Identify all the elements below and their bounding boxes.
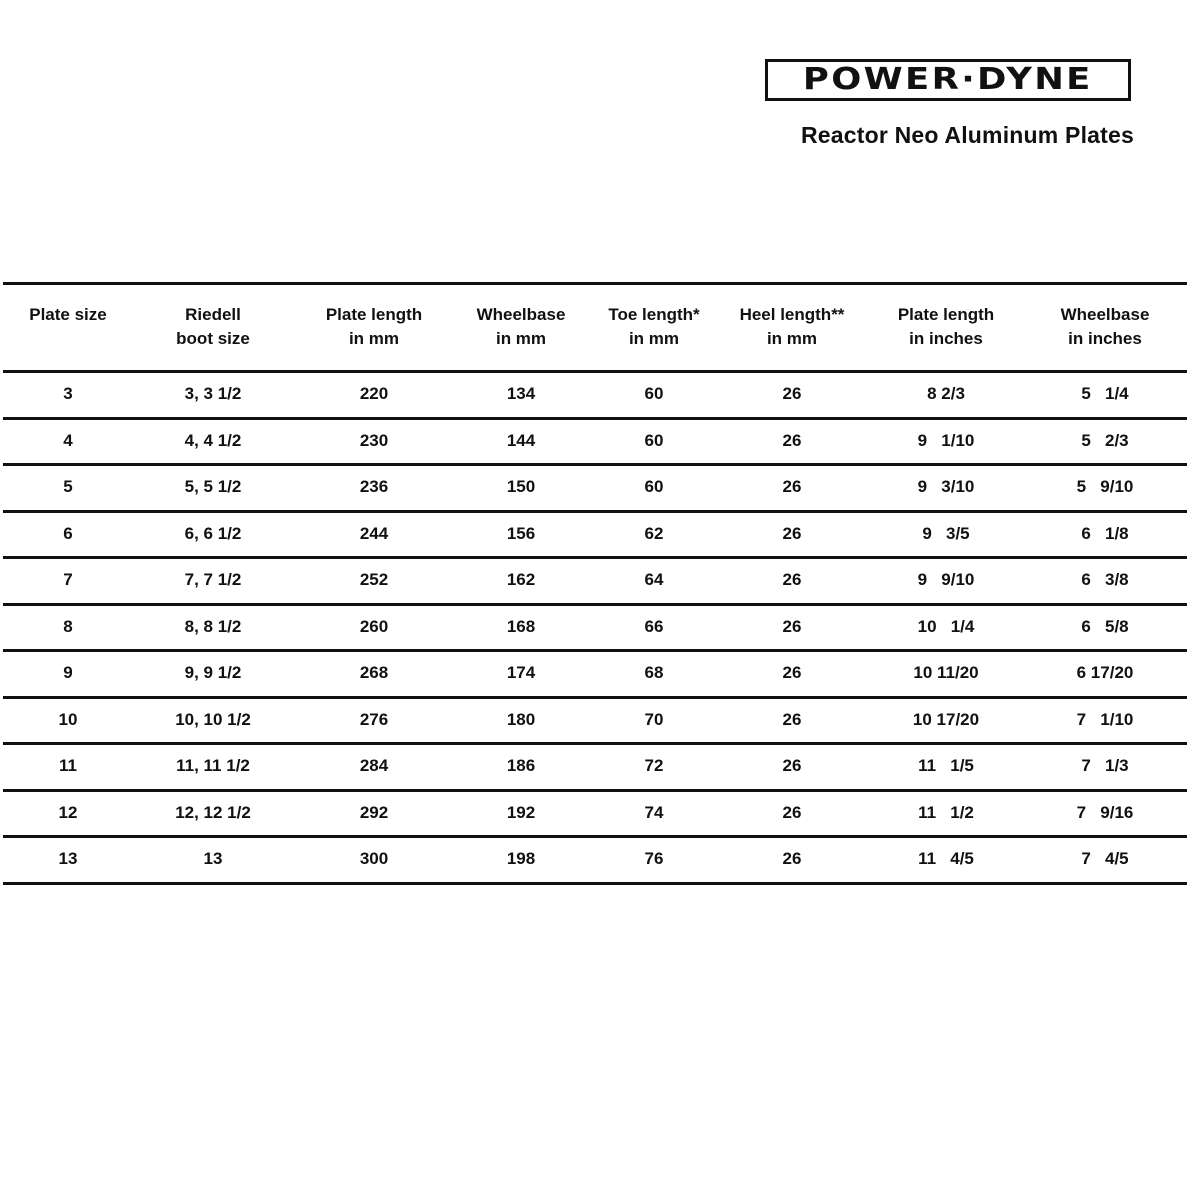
cell-heel-length-mm: 26 bbox=[782, 384, 802, 403]
cell-wheelbase-inches: 6 17/20 bbox=[1076, 663, 1134, 682]
cell-wheelbase-mm: 198 bbox=[506, 849, 536, 868]
cell-toe-length-mm: 76 bbox=[644, 849, 664, 868]
column-header-line2: in mm bbox=[766, 329, 818, 348]
cell-wheelbase-mm: 150 bbox=[506, 477, 536, 496]
cell-plate-size: 3 bbox=[63, 384, 73, 403]
cell-toe-length-mm: 68 bbox=[644, 663, 664, 682]
size-chart-table bbox=[3, 282, 1187, 885]
cell-riedell-boot-size: 5, 5 1/2 bbox=[184, 477, 242, 496]
cell-plate-length-inches: 9 1/10 bbox=[917, 430, 975, 450]
cell-wheelbase-inches: 5 1/4 bbox=[1081, 384, 1129, 403]
column-header-line2: boot size bbox=[176, 329, 250, 348]
table-row bbox=[3, 652, 1187, 699]
cell-plate-length-mm: 284 bbox=[359, 756, 389, 775]
cell-plate-size: 11 bbox=[59, 756, 77, 775]
column-header-line2: in inches bbox=[909, 329, 983, 348]
column-header-heel-length-mm bbox=[740, 303, 845, 351]
cell-plate-size: 7 bbox=[63, 570, 73, 589]
cell-wheelbase-mm: 162 bbox=[506, 570, 536, 589]
table-row bbox=[3, 745, 1187, 792]
cell-toe-length-mm: 72 bbox=[644, 756, 664, 775]
cell-plate-length-mm: 244 bbox=[359, 523, 389, 543]
table-row bbox=[3, 466, 1187, 513]
cell-plate-size: 12 bbox=[58, 802, 78, 822]
cell-heel-length-mm: 26 bbox=[782, 570, 802, 589]
cell-plate-size: 8 bbox=[63, 616, 73, 636]
column-header-line1: Riedell bbox=[185, 305, 241, 324]
cell-riedell-boot-size: 10, 10 1/2 bbox=[175, 709, 251, 729]
cell-heel-length-mm: 26 bbox=[782, 430, 802, 450]
cell-riedell-boot-size: 9, 9 1/2 bbox=[184, 663, 242, 682]
cell-wheelbase-mm: 180 bbox=[506, 709, 536, 729]
cell-plate-length-mm: 276 bbox=[359, 709, 389, 729]
cell-riedell-boot-size: 3, 3 1/2 bbox=[184, 384, 242, 403]
table-row bbox=[3, 373, 1187, 420]
cell-toe-length-mm: 66 bbox=[644, 616, 664, 636]
cell-wheelbase-mm: 134 bbox=[506, 384, 536, 403]
table-row bbox=[3, 420, 1187, 467]
column-header-line1: Wheelbase bbox=[476, 305, 566, 324]
powerdyne-logo bbox=[765, 59, 1131, 101]
column-header-wheelbase-mm bbox=[477, 303, 566, 351]
cell-wheelbase-mm: 186 bbox=[506, 756, 536, 775]
cell-plate-size: 9 bbox=[63, 663, 73, 682]
cell-plate-length-mm: 300 bbox=[359, 849, 389, 868]
cell-plate-length-inches: 10 11/20 bbox=[913, 663, 979, 682]
cell-toe-length-mm: 60 bbox=[644, 384, 664, 403]
cell-riedell-boot-size: 8, 8 1/2 bbox=[184, 616, 242, 636]
cell-wheelbase-inches: 6 5/8 bbox=[1081, 616, 1129, 636]
cell-wheelbase-inches: 7 1/3 bbox=[1081, 756, 1129, 775]
table-row bbox=[3, 838, 1187, 885]
column-header-toe-length-mm bbox=[608, 303, 699, 351]
table-row bbox=[3, 792, 1187, 839]
cell-heel-length-mm: 26 bbox=[782, 477, 802, 496]
cell-wheelbase-mm: 144 bbox=[506, 430, 536, 450]
cell-plate-length-inches: 9 3/5 bbox=[922, 523, 970, 543]
cell-wheelbase-inches: 6 3/8 bbox=[1081, 570, 1129, 589]
cell-riedell-boot-size: 7, 7 1/2 bbox=[184, 570, 242, 589]
cell-plate-length-inches: 11 1/2 bbox=[918, 802, 974, 822]
column-header-line2: in inches bbox=[1068, 329, 1142, 348]
cell-heel-length-mm: 26 bbox=[782, 709, 802, 729]
column-header-plate-length-mm bbox=[326, 303, 422, 351]
cell-plate-length-mm: 260 bbox=[359, 616, 389, 636]
cell-toe-length-mm: 64 bbox=[644, 570, 664, 589]
cell-plate-length-mm: 230 bbox=[359, 430, 389, 450]
cell-toe-length-mm: 60 bbox=[644, 430, 664, 450]
cell-riedell-boot-size: 4, 4 1/2 bbox=[184, 430, 242, 450]
cell-wheelbase-inches: 7 4/5 bbox=[1081, 849, 1129, 868]
cell-wheelbase-mm: 192 bbox=[506, 802, 536, 822]
table-row bbox=[3, 559, 1187, 606]
cell-plate-length-inches: 11 1/5 bbox=[918, 756, 974, 775]
cell-wheelbase-mm: 156 bbox=[506, 523, 536, 543]
cell-wheelbase-inches: 7 1/10 bbox=[1076, 709, 1134, 729]
table-row bbox=[3, 513, 1187, 560]
cell-plate-length-inches: 10 1/4 bbox=[917, 616, 975, 636]
cell-riedell-boot-size: 11, 11 1/2 bbox=[176, 756, 250, 775]
column-header-line1: Plate length bbox=[325, 305, 423, 324]
cell-toe-length-mm: 74 bbox=[644, 802, 664, 822]
cell-toe-length-mm: 70 bbox=[644, 709, 664, 729]
cell-wheelbase-mm: 168 bbox=[506, 616, 536, 636]
column-header-line1: Plate length bbox=[897, 305, 995, 324]
table-body bbox=[3, 373, 1187, 885]
cell-plate-length-mm: 220 bbox=[359, 384, 389, 403]
cell-plate-length-mm: 252 bbox=[359, 570, 389, 589]
cell-heel-length-mm: 26 bbox=[782, 802, 802, 822]
cell-toe-length-mm: 62 bbox=[644, 523, 664, 543]
cell-plate-length-mm: 236 bbox=[359, 477, 389, 496]
column-header-wheelbase-inches bbox=[1061, 303, 1150, 351]
table-row bbox=[3, 699, 1187, 746]
cell-heel-length-mm: 26 bbox=[782, 616, 802, 636]
column-header-plate-length-inches bbox=[898, 303, 994, 351]
column-header-line2: in mm bbox=[348, 329, 400, 348]
cell-plate-length-inches: 9 9/10 bbox=[917, 570, 975, 589]
cell-toe-length-mm: 60 bbox=[644, 477, 664, 496]
cell-heel-length-mm: 26 bbox=[782, 523, 802, 543]
column-header-line1: Toe length* bbox=[608, 305, 700, 324]
cell-plate-size: 4 bbox=[63, 430, 73, 450]
cell-wheelbase-inches: 5 9/10 bbox=[1076, 477, 1134, 496]
column-header-riedell-boot-size bbox=[176, 303, 250, 351]
cell-plate-length-inches: 10 17/20 bbox=[912, 709, 980, 729]
cell-plate-size: 10 bbox=[58, 709, 78, 729]
cell-wheelbase-mm: 174 bbox=[506, 663, 536, 682]
cell-riedell-boot-size: 12, 12 1/2 bbox=[175, 802, 251, 822]
cell-wheelbase-inches: 7 9/16 bbox=[1076, 802, 1134, 822]
cell-plate-size: 13 bbox=[58, 849, 78, 868]
cell-riedell-boot-size: 13 bbox=[203, 849, 223, 868]
cell-plate-length-inches: 9 3/10 bbox=[917, 477, 975, 496]
column-header-line2: in mm bbox=[495, 329, 547, 348]
cell-plate-size: 6 bbox=[63, 523, 73, 543]
column-header-plate-size bbox=[29, 303, 107, 327]
cell-plate-length-mm: 268 bbox=[359, 663, 389, 682]
column-header-line1: Plate size bbox=[29, 305, 107, 324]
column-header-line2: in mm bbox=[628, 329, 680, 348]
column-header-line1: Heel length** bbox=[739, 305, 845, 324]
cell-wheelbase-inches: 6 1/8 bbox=[1081, 523, 1129, 543]
cell-plate-length-mm: 292 bbox=[359, 802, 389, 822]
cell-heel-length-mm: 26 bbox=[782, 756, 802, 775]
cell-heel-length-mm: 26 bbox=[782, 849, 802, 868]
cell-plate-length-inches: 11 4/5 bbox=[918, 849, 974, 868]
table-row bbox=[3, 606, 1187, 653]
cell-plate-size: 5 bbox=[63, 477, 73, 496]
table-header bbox=[3, 285, 1187, 370]
cell-wheelbase-inches: 5 2/3 bbox=[1081, 430, 1129, 450]
cell-riedell-boot-size: 6, 6 1/2 bbox=[184, 523, 242, 543]
column-header-line1: Wheelbase bbox=[1060, 305, 1150, 324]
page-title: Reactor Neo Aluminum Plates bbox=[800, 122, 1134, 148]
logo-text: POWER·DYNE bbox=[803, 62, 1093, 97]
cell-plate-length-inches: 8 2/3 bbox=[927, 384, 965, 403]
cell-heel-length-mm: 26 bbox=[782, 663, 802, 682]
